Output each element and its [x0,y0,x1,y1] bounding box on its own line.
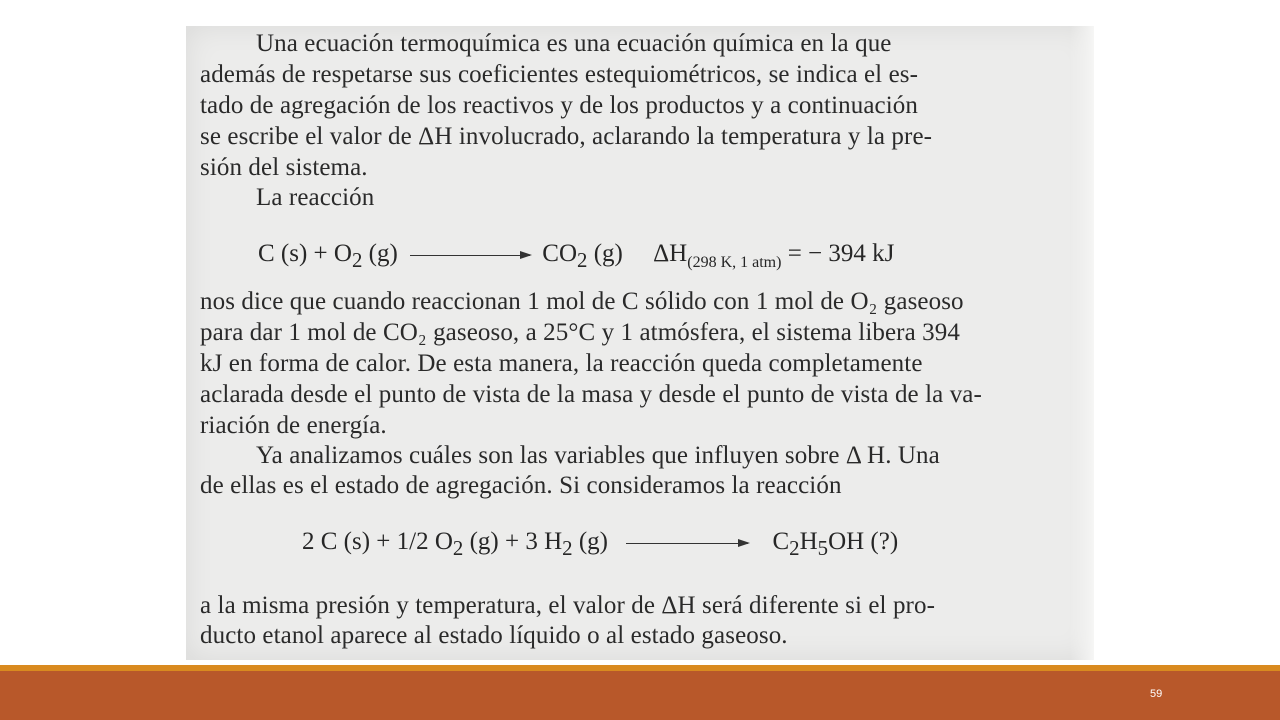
text-line: sión del sistema. [200,154,368,181]
text-line: kJ en forma de calor. De esta manera, la reacción queda completamente [200,350,923,377]
eq2-h2-subscript: 2 [562,536,573,560]
equation-combustion-carbon [258,240,894,273]
text-line: aclarada desde el punto de vista de la masa y desde el punto de vista de la va- [200,381,982,408]
text-line: tado de agregación de los reactivos y de los productos y a continuación [200,92,918,119]
text-line: se escribe el valor de ΔH involucrado, aclarando la temperatura y la pre- [200,123,933,150]
eq1-reactants: C (s) + O [258,240,352,267]
eq1-product-state: (g) [587,240,623,267]
eq1-o2-subscript: 2 [351,248,363,272]
eq1-reactant-state: (g) [362,240,398,267]
eq2-reactant-state: (g) [572,528,608,555]
eq1-product: CO [542,240,578,267]
text-line: nos dice que cuando reaccionan 1 mol de C sólido con 1 mol de O₂ gaseoso [200,288,964,315]
page-edge [1070,26,1094,660]
equation-ethanol-formation [302,528,898,561]
scanned-page [186,26,1094,660]
reaction-arrow-icon [410,255,530,256]
text-line: ducto etanol aparece al estado líquido o al estado gaseoso. [200,622,788,649]
eq2-h-subscript: 5 [817,536,829,560]
text-line: Una ecuación termoquímica es una ecuación química en la que [256,30,892,57]
eq2-c-subscript: 2 [789,536,800,560]
eq2-reactants-mid: (g) + 3 H [463,528,563,555]
eq2-o2-subscript: 2 [452,536,464,560]
text-line: Ya analizamos cuáles son las variables que influyen sobre Δ H. Una [256,442,940,469]
eq2-reactants: 2 C (s) + 1/2 O [302,528,453,555]
text-line: además de respetarse sus coeficientes estequiométricos, se indica el es- [200,61,919,88]
eq1-delta-h: ΔH [653,240,688,267]
text-line: a la misma presión y temperatura, el valor de ΔH será diferente si el pro- [200,592,935,619]
text-line: riación de energía. [200,412,387,439]
text-line: La reacción [256,184,375,211]
eq1-value: = − 394 kJ [781,240,895,267]
text-line: de ellas es el estado de agregación. Si consideramos la reacción [200,472,842,499]
reaction-arrow-icon [626,543,748,544]
eq2-product-rest: OH (?) [828,528,899,555]
eq2-product-c: C [772,528,790,555]
text-line: para dar 1 mol de CO₂ gaseoso, a 25°C y 1 atmósfera, el sistema libera 394 [200,319,960,346]
page-number: 59 [1150,688,1163,700]
eq1-conditions: (298 K, 1 atm) [687,254,782,271]
footer-bar [0,671,1280,720]
eq1-co2-subscript: 2 [577,248,588,272]
eq2-product-h: H [799,528,818,555]
